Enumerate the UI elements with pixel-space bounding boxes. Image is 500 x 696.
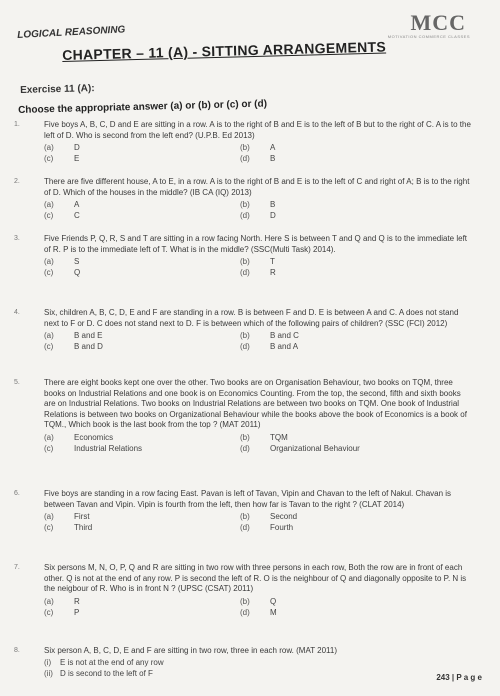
options bbox=[44, 199, 474, 221]
option-d: (d) M bbox=[240, 607, 277, 617]
options bbox=[44, 432, 474, 454]
question-number: 6. bbox=[14, 490, 20, 497]
options bbox=[44, 142, 474, 164]
option-c: (c) Third bbox=[44, 523, 93, 532]
condition-1: (i) E is not at the end of any row bbox=[44, 657, 164, 667]
options bbox=[44, 330, 474, 352]
option-a: (a) S bbox=[44, 257, 80, 266]
option-a: (a) D bbox=[44, 143, 80, 152]
question-5 bbox=[14, 378, 474, 454]
page-number: 243 | P a g e bbox=[436, 673, 482, 682]
option-b: (b) T bbox=[240, 257, 275, 266]
question-number: 5. bbox=[14, 379, 20, 386]
instruction: Choose the appropriate answer (a) or (b) or (c) or (d) bbox=[18, 98, 268, 116]
question-text: Six persons M, N, O, P, Q and R are sitting in two row with three persons in each row, Both the row are in front of each other. Q is not at the end of any row. P is second the left of R. O is the neighbour of Q and diagonally opposite to P. N is the neigbour of R. Who is in front N ? (UPSC (CSAT) 2011) bbox=[44, 563, 467, 593]
question-text: There are five different house, A to E, in a row. A is to the right of B and E is to the left of C and right of A; B is to the right of D. Which of the houses in the middle? (IB CA (IQ) 2013) bbox=[44, 177, 470, 197]
section-label: LOGICAL REASONING bbox=[17, 24, 126, 41]
option-c: (c) B and D bbox=[44, 342, 103, 351]
option-b: (b) A bbox=[240, 143, 276, 152]
question-number: 1. bbox=[14, 121, 20, 128]
question-6 bbox=[14, 489, 474, 533]
logo: MCC bbox=[410, 10, 466, 35]
option-b: (b) B bbox=[240, 200, 276, 209]
question-number: 7. bbox=[14, 564, 20, 571]
question-text: Five boys are standing in a row facing East. Pavan is left of Tavan, Vipin and Chavan to the left of Nakul. Chavan is between Tavan and Vipin. Vipin is fourth from the left, then how far is Tavan to the right ? (CLAT 2014) bbox=[44, 489, 452, 509]
question-4 bbox=[14, 308, 474, 352]
question-number: 2. bbox=[14, 178, 20, 185]
option-b: (b) Second bbox=[240, 512, 298, 521]
option-c: (c) Q bbox=[44, 268, 81, 277]
logo-subtitle: MOTIVATION COMMERCE CLASSES bbox=[387, 34, 470, 39]
question-text: There are eight books kept one over the other. Two books are on Organisation Behaviour, two books on TQM, three books on Industrial Relations and one book is on Economics Counting. From the top, the second, fifth and sixth books are on Industrial Relations. Two books on Industrial Relations are between two books on TQM. One book of Industrial Relations is between two books on Organizational Behaviour while the books above the book of Economics is a book of TQM., Which book is the last book from the top ? (MAT 2011) bbox=[44, 378, 467, 429]
option-a: (a) A bbox=[44, 200, 80, 209]
option-c: (c) P bbox=[44, 607, 80, 617]
question-number: 3. bbox=[14, 235, 20, 242]
question-number: 8. bbox=[14, 647, 20, 654]
question-text: Five Friends P, Q, R, S and T are sitting in a row facing North. Here S is between T and Q and Q is to the immediate left of R. P is to the immediate left of T. What is in the middle? (SSC(Multi Task) 2014). bbox=[44, 234, 468, 254]
option-b: (b) Q bbox=[240, 596, 277, 606]
question-8 bbox=[14, 646, 474, 679]
question-text: Six, children A, B, C, D, E and F are standing in a row. B is between F and D. E is between A and C. A does not stand next to F or D. C does not stand next to D. F is between which of the following pairs of children? (SSC (FCI) 2012) bbox=[44, 308, 459, 328]
option-a: (a) First bbox=[44, 512, 90, 521]
chapter-title: CHAPTER – 11 (A) - SITTING ARRANGEMENTS bbox=[62, 38, 387, 63]
option-d: (d) B bbox=[240, 154, 276, 163]
option-a: (a) B and E bbox=[44, 331, 103, 340]
question-3 bbox=[14, 234, 474, 278]
option-b: (b) TQM bbox=[240, 432, 288, 442]
question-number: 4. bbox=[14, 309, 20, 316]
options bbox=[44, 256, 474, 278]
option-d: (d) B and A bbox=[240, 342, 299, 351]
options bbox=[44, 511, 474, 533]
option-b: (b) B and C bbox=[240, 331, 299, 340]
question-2 bbox=[14, 177, 474, 221]
conditions bbox=[44, 657, 474, 679]
option-d: (d) Fourth bbox=[240, 523, 294, 532]
condition-2: (ii) D is second to the left of F bbox=[44, 668, 153, 678]
option-d: (d) R bbox=[240, 268, 276, 277]
exercise-heading: Exercise 11 (A): bbox=[20, 83, 95, 96]
option-a: (a) Economics bbox=[44, 432, 114, 442]
option-c: (c) Industrial Relations bbox=[44, 443, 143, 453]
question-7 bbox=[14, 563, 474, 618]
option-c: (c) C bbox=[44, 211, 80, 220]
question-1 bbox=[14, 120, 474, 164]
option-c: (c) E bbox=[44, 154, 80, 163]
question-text: Five boys A, B, C, D and E are sitting in a row. A is to the right of B and E is to the left of B but to the right of C. A is to the left of D. Who is second from the left end? (U.P.B. Ed 2013) bbox=[44, 120, 471, 140]
option-d: (d) Organizational Behaviour bbox=[240, 443, 360, 453]
options bbox=[44, 596, 474, 618]
option-a: (a) R bbox=[44, 596, 80, 606]
question-text: Six person A, B, C, D, E and F are sitting in two row, three in each row. (MAT 2011) bbox=[44, 646, 338, 655]
option-d: (d) D bbox=[240, 211, 276, 220]
